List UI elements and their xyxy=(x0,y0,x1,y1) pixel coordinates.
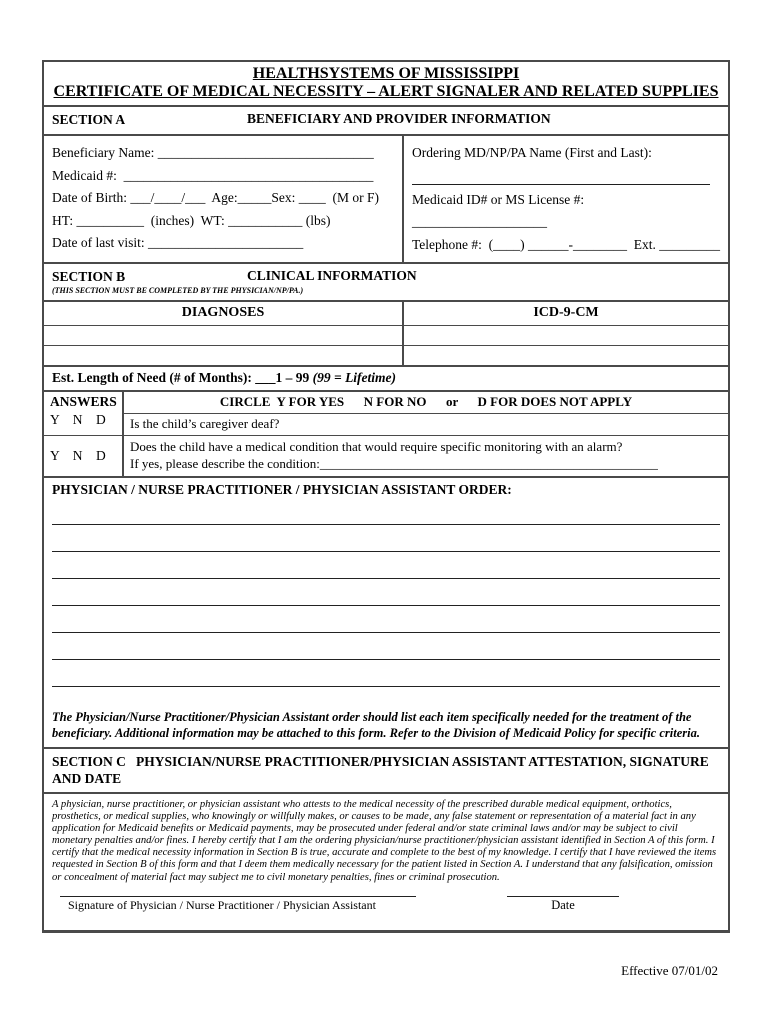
signature-field[interactable] xyxy=(60,896,416,897)
signature-block xyxy=(52,884,720,930)
last-visit-field[interactable]: Date of last visit: _______________________ xyxy=(52,235,304,250)
order-line-2[interactable] xyxy=(52,525,720,552)
question-caregiver-deaf: Is the child’s caregiver deaf? xyxy=(130,416,280,431)
est-length-of-need-field[interactable]: Est. Length of Need (# of Months): ___1 – 99 xyxy=(52,370,313,385)
order-line-6[interactable] xyxy=(52,633,720,660)
ynd-options-2[interactable]: Y N D xyxy=(50,448,106,463)
signature-label: Signature of Physician / Nurse Practitioner / Physician Assistant xyxy=(68,897,376,912)
icd9cm-column-header: ICD-9-CM xyxy=(402,302,728,325)
ordering-provider-name-label: Ordering MD/NP/PA Name (First and Last): xyxy=(412,145,652,160)
order-note: The Physician/Nurse Practitioner/Physician Assistant order should list each item specifically needed for the treatment of the beneficiary. Additional information may be attached to this form. Refer to the Division of Medicaid Policy for specific criteria. xyxy=(52,710,700,740)
attestation-block xyxy=(44,792,728,930)
ynd-cell-2 xyxy=(44,436,122,476)
medicaid-number-field[interactable]: Medicaid #: _____________________________________ xyxy=(52,167,374,183)
answers-row-2 xyxy=(44,435,728,476)
form-title-block xyxy=(44,62,728,105)
diagnosis-cell-2[interactable] xyxy=(44,346,402,365)
attestation-text: A physician, nurse practitioner, or physician assistant who attests to the medical necessity of the prescribed durable medical equipment, orthotics, prosthetics, or medical supplies, who knowingly or willfully makes, or causes to be made, any false statement or representation of a material fact in any application for Medicaid benefits or Medicaid payments, may be prosecuted under federal and/or state criminal laws and/or may be subject to civil monetary penalties and/or fines. I hereby certify that I am the ordering physician/nurse practitioner/physician assistant identified in Section A of this form. I certify that the medical necessity information in Section B is true, accurate and complete to the best of my knowledge. I certify that I have reviewed the items requested in Section B of this form and that I deem them medically necessary for the patient listed in Section A. I understand that any falsification, omission or concealment of material fact may subject me to civil monetary penalties, fines or criminal prosecution. xyxy=(52,799,717,883)
section-b-subnote: (THIS SECTION MUST BE COMPLETED BY THE PHYSICIAN/NP/PA.) xyxy=(52,286,304,295)
circle-instructions-cell xyxy=(122,392,728,435)
section-a-body xyxy=(44,134,728,262)
describe-condition-field[interactable]: If yes, please describe the condition:____________________________________________________ xyxy=(130,455,658,471)
provider-telephone-field[interactable]: Telephone #: (____) ______-________ Ext. _________ xyxy=(412,236,721,252)
est-length-of-need-row xyxy=(44,365,728,390)
ordering-provider-name-field[interactable] xyxy=(412,165,710,185)
physician-order-label: PHYSICIAN / NURSE PRACTITIONER / PHYSICIAN ASSISTANT ORDER: xyxy=(52,482,512,497)
table-row xyxy=(44,345,728,365)
answers-column-header: ANSWERS xyxy=(50,394,117,409)
provider-medicaid-id-field[interactable]: Medicaid ID# or MS License #: ____________________ xyxy=(412,191,591,229)
section-b-title: CLINICAL INFORMATION xyxy=(247,268,417,283)
icd9cm-cell-2[interactable] xyxy=(402,346,728,365)
question-medical-condition: Does the child have a medical condition that would require specific monitoring with an alarm? xyxy=(130,439,623,454)
section-a-header xyxy=(44,105,728,134)
table-row xyxy=(44,325,728,345)
order-line-3[interactable] xyxy=(52,552,720,579)
date-label: Date xyxy=(551,897,575,912)
provider-info-cell xyxy=(402,136,728,262)
date-field[interactable] xyxy=(507,896,619,897)
icd9cm-cell-1[interactable] xyxy=(402,326,728,345)
form-title-line2: CERTIFICATE OF MEDICAL NECESSITY – ALERT SIGNALER AND RELATED SUPPLIES xyxy=(53,83,719,100)
est-length-lifetime-note: (99 = Lifetime) xyxy=(312,370,397,385)
effective-date-note: Effective 07/01/02 xyxy=(621,963,718,978)
cmn-form xyxy=(42,60,730,933)
section-b-label: SECTION B xyxy=(52,269,126,284)
section-a-label: SECTION A xyxy=(52,112,126,127)
form-title-line1: HEALTHSYSTEMS OF MISSISSIPPI xyxy=(252,65,520,82)
physician-order-section xyxy=(44,476,728,747)
section-a-title: BENEFICIARY AND PROVIDER INFORMATION xyxy=(247,111,551,126)
diagnoses-column-header: DIAGNOSES xyxy=(181,305,265,320)
order-line-5[interactable] xyxy=(52,606,720,633)
answers-grid xyxy=(44,390,728,476)
section-b-header xyxy=(44,262,728,300)
ynd-options-1[interactable]: Y N D xyxy=(50,412,106,427)
date-of-birth-field[interactable]: Date of Birth: ___/____/___ Age:_____Sex: ____ (M or F) xyxy=(52,190,379,205)
section-c-header: SECTION C PHYSICIAN/NURSE PRACTITIONER/PHYSICIAN ASSISTANT ATTESTATION, SIGNATURE AND DATE xyxy=(44,747,728,792)
order-line-1[interactable] xyxy=(52,498,720,525)
question-medical-condition-cell xyxy=(122,436,728,476)
diagnosis-cell-1[interactable] xyxy=(44,326,402,345)
circle-instructions-header: CIRCLE Y FOR YES N FOR NO or D FOR DOES NOT APPLY xyxy=(124,392,728,414)
height-weight-field[interactable]: HT: __________ (inches) WT: ___________ (lbs) xyxy=(52,212,331,228)
diagnoses-table-header xyxy=(44,300,728,325)
order-line-4[interactable] xyxy=(52,579,720,606)
answers-row-1 xyxy=(44,392,728,435)
beneficiary-name-field[interactable]: Beneficiary Name: ________________________________ xyxy=(52,145,374,160)
answers-header-cell xyxy=(44,392,122,435)
beneficiary-info-cell xyxy=(44,136,402,262)
order-line-7[interactable] xyxy=(52,660,720,687)
